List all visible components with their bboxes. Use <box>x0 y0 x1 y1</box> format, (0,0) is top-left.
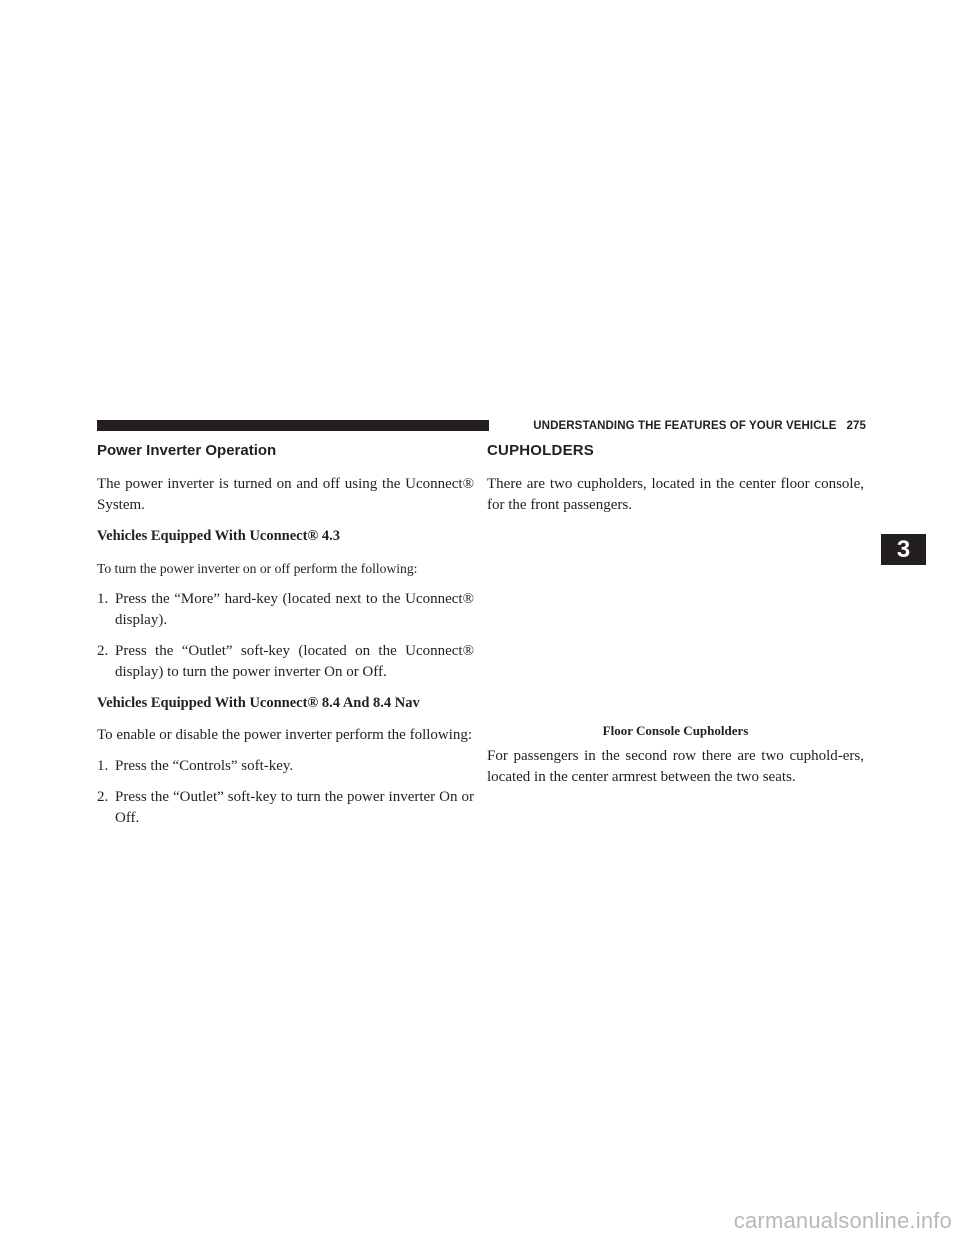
list-item <box>97 787 474 829</box>
chapter-tab: 3 <box>881 534 926 565</box>
uconnect-43-heading: Vehicles Equipped With Uconnect® 4.3 <box>97 528 341 544</box>
section-title: UNDERSTANDING THE FEATURES OF YOUR VEHICLE <box>533 420 837 432</box>
cupholders-heading: CUPHOLDERS <box>487 442 595 459</box>
right-column <box>487 440 864 798</box>
uconnect-84-steps <box>97 756 474 829</box>
uconnect-84-lead: To enable or disable the power inverter perform the following: <box>97 727 473 743</box>
power-inverter-intro: The power inverter is turned on and off using the Uconnect® System. <box>97 476 474 513</box>
power-inverter-heading: Power Inverter Operation <box>97 442 277 459</box>
running-header <box>498 418 866 434</box>
figure-caption: Floor Console Cupholders <box>602 723 749 738</box>
step-number: 1. <box>97 591 109 607</box>
step-number: 1. <box>97 758 109 774</box>
step-text: Press the “Controls” soft-key. <box>115 758 294 774</box>
cupholders-body: For passengers in the second row there are two cuphold-ers, located in the center armrest between the two seats. <box>487 748 864 785</box>
header-rule <box>97 420 489 431</box>
uconnect-43-steps <box>97 589 474 683</box>
uconnect-84-heading: Vehicles Equipped With Uconnect® 8.4 And 8.4 Nav <box>97 695 420 711</box>
watermark: carmanualsonline.info <box>733 1208 952 1233</box>
step-text: Press the “Outlet” soft-key (located on the Uconnect® display) to turn the power inverter On or Off. <box>115 643 474 680</box>
left-column <box>97 440 474 839</box>
uconnect-43-lead: To turn the power inverter on or off perform the following: <box>97 561 418 576</box>
figure-placeholder <box>487 526 864 722</box>
page-number: 275 <box>846 420 866 432</box>
step-number: 2. <box>97 643 109 659</box>
step-number: 2. <box>97 789 109 805</box>
list-item <box>97 589 474 631</box>
cupholders-intro: There are two cupholders, located in the center floor console, for the front passengers. <box>487 476 864 513</box>
step-text: Press the “Outlet” soft-key to turn the power inverter On or Off. <box>115 789 474 826</box>
list-item <box>97 641 474 683</box>
list-item <box>97 756 474 777</box>
step-text: Press the “More” hard-key (located next to the Uconnect® display). <box>115 591 474 628</box>
